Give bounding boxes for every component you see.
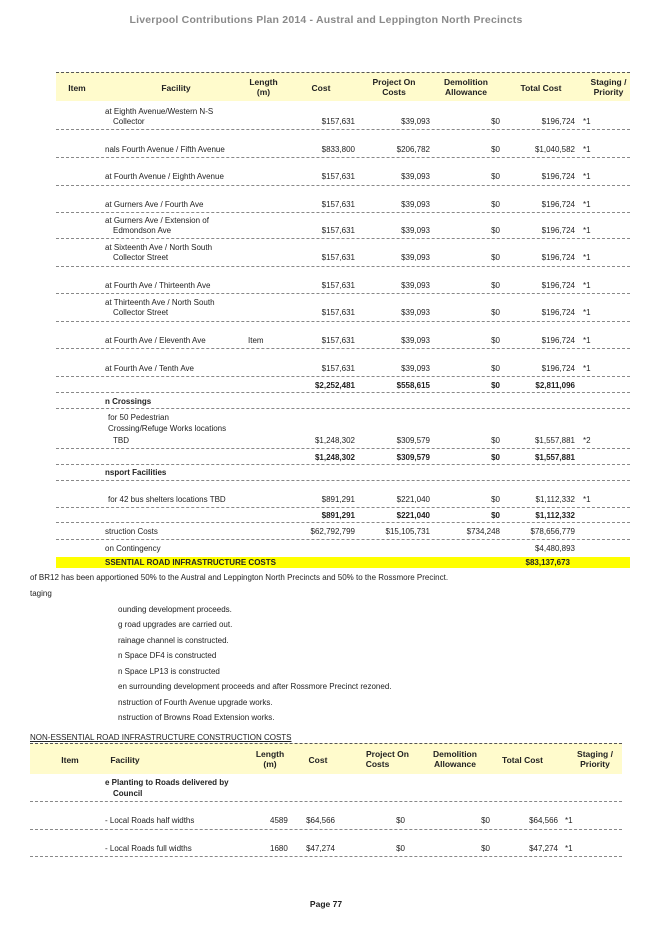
header-item: Item — [68, 83, 86, 93]
table-row-on: $39,093 — [401, 117, 430, 126]
table-row-facility: Collector Street — [113, 253, 169, 262]
table-row-facility: for 42 bus shelters locations TBD — [108, 495, 226, 504]
table-row-staging: *1 — [583, 200, 591, 209]
table-row-facility: at Fourth Avenue / Eighth Avenue — [105, 172, 224, 181]
header-total: Total Cost — [520, 83, 562, 93]
table-row-dem: $0 — [491, 226, 500, 235]
header-staging-2: Priority — [580, 759, 610, 769]
note-item: nstruction of Browns Road Extension works. — [118, 713, 275, 722]
table-row-cost: $157,631 — [321, 226, 355, 235]
table-row-on: $309,579 — [396, 436, 430, 445]
header-on-2: Costs — [365, 759, 390, 769]
row-divider — [56, 212, 630, 213]
table-row-facility: at Gurners Ave / Extension of — [105, 216, 209, 225]
contingency-total: $4,480,893 — [534, 544, 575, 553]
table-row-total: $196,724 — [541, 226, 575, 235]
table-row-cost: $47,274 — [306, 844, 335, 853]
table-row-cost: $157,631 — [321, 172, 355, 181]
table-row-cost: $157,631 — [321, 200, 355, 209]
note-item: g road upgrades are carried out. — [118, 620, 233, 629]
table-row-cost: $833,800 — [321, 145, 355, 154]
table-row-on: $39,093 — [401, 226, 430, 235]
table-row-cost: $157,631 — [321, 253, 355, 262]
note-item: en surrounding development proceeds and after Rossmore Precinct rezoned. — [118, 682, 392, 691]
header-length-2: (m) — [256, 87, 271, 97]
header-staging-1: Staging / — [590, 77, 627, 87]
header-on-1: Project On — [366, 749, 409, 759]
table-row-total: $1,040,582 — [534, 145, 575, 154]
table-row-total: $196,724 — [541, 308, 575, 317]
table-row-dem: $0 — [491, 308, 500, 317]
table-row-dem: $0 — [491, 281, 500, 290]
subtotal-on: $221,040 — [396, 511, 430, 520]
table-row-total: $196,724 — [541, 117, 575, 126]
header-length-1: Length — [249, 77, 278, 87]
table-row-on: $0 — [396, 844, 405, 853]
row-divider — [56, 408, 630, 409]
table-row-cost: $64,566 — [306, 816, 335, 825]
table-row-dem: $0 — [491, 364, 500, 373]
note-line: of BR12 has been apportioned 50% to the Austral and Leppington North Precincts and 50% to the Rossmore Precinct. — [30, 573, 449, 582]
page-footer: Page 77 — [309, 899, 343, 909]
header-staging-1: Staging / — [577, 749, 613, 759]
table-row-total: $1,557,881 — [534, 436, 575, 445]
row-divider — [56, 129, 630, 130]
header-length-2: (m) — [263, 759, 277, 769]
header-on-1: Project On — [372, 77, 416, 87]
table-row-cost: $157,631 — [321, 117, 355, 126]
header-length-1: Length — [255, 749, 285, 759]
note-item: ounding development proceeds. — [118, 605, 232, 614]
table-row-cost: $157,631 — [321, 364, 355, 373]
row-divider — [56, 157, 630, 158]
section-heading: nsport Facilities — [105, 468, 167, 477]
header-dem-2: Allowance — [444, 87, 488, 97]
table-row-on: $221,040 — [396, 495, 430, 504]
table-row-dem: $0 — [481, 816, 490, 825]
table-row-facility: TBD — [113, 436, 129, 445]
table-row-total: $196,724 — [541, 253, 575, 262]
table-row-cost: $1,248,302 — [314, 436, 355, 445]
row-divider — [30, 829, 622, 830]
table-row-on: $39,093 — [401, 336, 430, 345]
row-divider — [56, 266, 630, 267]
table-row-facility: - Local Roads half widths — [105, 816, 195, 825]
table-row-total: $196,724 — [541, 336, 575, 345]
table-row-staging: *1 — [565, 816, 573, 825]
table-row-on: $39,093 — [401, 253, 430, 262]
table-row-facility: at Fourth Ave / Eleventh Ave — [105, 336, 206, 345]
header-cost: Cost — [311, 83, 331, 93]
table-row-staging: *1 — [583, 145, 591, 154]
table-row-facility: at Sixteenth Ave / North South — [105, 243, 213, 252]
table-row-dem: $0 — [491, 145, 500, 154]
table-row-facility: Edmondson Ave — [113, 226, 172, 235]
table-row-on: $39,093 — [401, 200, 430, 209]
subtotal-total: $1,557,881 — [534, 453, 575, 462]
construction-dem: $734,248 — [466, 527, 500, 536]
header-dem-1: Demolition — [433, 749, 477, 759]
table-row-dem: $0 — [491, 436, 500, 445]
section-heading: e Planting to Roads delivered by — [105, 778, 229, 787]
table-row-total: $1,112,332 — [535, 495, 575, 504]
header-dem-2: Allowance — [433, 759, 477, 769]
table-row-facility: at Gurners Ave / Fourth Ave — [105, 200, 204, 209]
subtotal-dem: $0 — [491, 511, 500, 520]
table-row-staging: *1 — [583, 117, 591, 126]
essential-total-value: $83,137,673 — [525, 558, 570, 567]
row-divider — [56, 448, 630, 449]
header-dem-1: Demolition — [444, 77, 488, 87]
note-item: n Space LP13 is constructed — [118, 667, 220, 676]
page-header: Liverpool Contributions Plan 2014 - Austral and Leppington North Precincts — [129, 14, 523, 26]
subtotal-total: $1,112,332 — [535, 511, 575, 520]
construction-label: struction Costs — [105, 527, 158, 536]
table-row-length: Item — [248, 336, 264, 345]
table-row-length: 1680 — [270, 844, 288, 853]
table-row-staging: *1 — [583, 308, 591, 317]
table-row-on: $39,093 — [401, 281, 430, 290]
table-row-staging: *1 — [583, 336, 591, 345]
header-staging-2: Priority — [593, 87, 624, 97]
construction-total: $78,656,779 — [530, 527, 575, 536]
table-row-facility: Collector Street — [113, 308, 169, 317]
table-row-total: $196,724 — [541, 172, 575, 181]
header-facility: Facility — [161, 83, 191, 93]
row-divider — [56, 507, 630, 508]
table-row-facility: at Fourth Ave / Tenth Ave — [105, 364, 194, 373]
note-item: rainage channel is constructed. — [118, 636, 229, 645]
note-line: taging — [30, 589, 52, 598]
row-divider — [56, 348, 630, 349]
header-on-2: Costs — [382, 87, 406, 97]
row-divider — [56, 464, 630, 465]
subtotal-dem: $0 — [491, 381, 500, 390]
table-row-facility: Collector — [113, 117, 145, 126]
table-row-staging: *1 — [583, 226, 591, 235]
note-item: n Space DF4 is constructed — [118, 651, 217, 660]
header-facility: Facility — [110, 755, 140, 765]
table-row-facility: at Fourth Ave / Thirteenth Ave — [105, 281, 211, 290]
subtotal-cost: $891,291 — [321, 511, 355, 520]
row-divider — [30, 801, 622, 802]
table-row-staging: *1 — [583, 364, 591, 373]
table2-header — [30, 743, 622, 774]
table-row-facility: Crossing/Refuge Works locations — [108, 424, 227, 433]
table-row-staging: *1 — [583, 495, 591, 504]
row-divider — [56, 480, 630, 481]
table-row-on: $206,782 — [396, 145, 430, 154]
table-row-total: $47,274 — [529, 844, 558, 853]
table-row-dem: $0 — [481, 844, 490, 853]
row-divider — [56, 392, 630, 393]
subtotal-on: $558,615 — [396, 381, 430, 390]
table-row-total: $64,566 — [529, 816, 558, 825]
table-row-staging: *1 — [583, 172, 591, 181]
table-row-on: $39,093 — [401, 364, 430, 373]
row-divider — [56, 522, 630, 523]
section-heading: Council — [113, 789, 143, 798]
table-row-total: $196,724 — [541, 364, 575, 373]
row-divider — [56, 376, 630, 377]
section-heading: n Crossings — [105, 397, 152, 406]
row-divider — [56, 539, 630, 540]
contingency-label: on Contingency — [105, 544, 161, 553]
table-row-dem: $0 — [491, 172, 500, 181]
table-row-on: $39,093 — [401, 308, 430, 317]
table-row-facility: - Local Roads full widths — [105, 844, 192, 853]
table-row-facility: nals Fourth Avenue / Fifth Avenue — [105, 145, 225, 154]
note-item: nstruction of Fourth Avenue upgrade works. — [118, 698, 273, 707]
table-row-cost: $157,631 — [321, 281, 355, 290]
table1-header — [56, 72, 630, 101]
subtotal-cost: $1,248,302 — [314, 453, 355, 462]
table-row-length: 4589 — [270, 816, 288, 825]
subtotal-total: $2,811,096 — [535, 381, 575, 390]
header-cost: Cost — [308, 755, 328, 765]
table2-title: NON-ESSENTIAL ROAD INFRASTRUCTURE CONSTRUCTION COSTS — [30, 733, 292, 742]
header-item: Item — [61, 755, 79, 765]
table-row-dem: $0 — [491, 336, 500, 345]
table-row-staging: *1 — [565, 844, 573, 853]
table-row-on: $39,093 — [401, 172, 430, 181]
row-divider — [56, 185, 630, 186]
table-row-cost: $157,631 — [321, 336, 355, 345]
row-divider — [30, 856, 622, 857]
table-row-staging: *1 — [583, 253, 591, 262]
essential-total-label: SSENTIAL ROAD INFRASTRUCTURE COSTS — [105, 558, 276, 567]
construction-cost: $62,792,799 — [310, 527, 355, 536]
table-row-facility: at Eighth Avenue/Western N-S — [105, 107, 214, 116]
table-row-facility: at Thirteenth Ave / North South — [105, 298, 215, 307]
construction-on: $15,105,731 — [385, 527, 430, 536]
table-row-dem: $0 — [491, 200, 500, 209]
table-row-staging: *1 — [583, 281, 591, 290]
subtotal-dem: $0 — [491, 453, 500, 462]
row-divider — [56, 238, 630, 239]
row-divider — [56, 321, 630, 322]
table-row-facility: for 50 Pedestrian — [108, 413, 169, 422]
header-total: Total Cost — [502, 755, 543, 765]
table-row-dem: $0 — [491, 253, 500, 262]
table-row-cost: $891,291 — [321, 495, 355, 504]
row-divider — [56, 293, 630, 294]
table-row-total: $196,724 — [541, 200, 575, 209]
table-row-dem: $0 — [491, 117, 500, 126]
table-row-staging: *2 — [583, 436, 591, 445]
table-row-total: $196,724 — [541, 281, 575, 290]
subtotal-cost: $2,252,481 — [314, 381, 355, 390]
table-row-cost: $157,631 — [321, 308, 355, 317]
subtotal-on: $309,579 — [396, 453, 430, 462]
table-row-dem: $0 — [491, 495, 500, 504]
table-row-on: $0 — [396, 816, 405, 825]
